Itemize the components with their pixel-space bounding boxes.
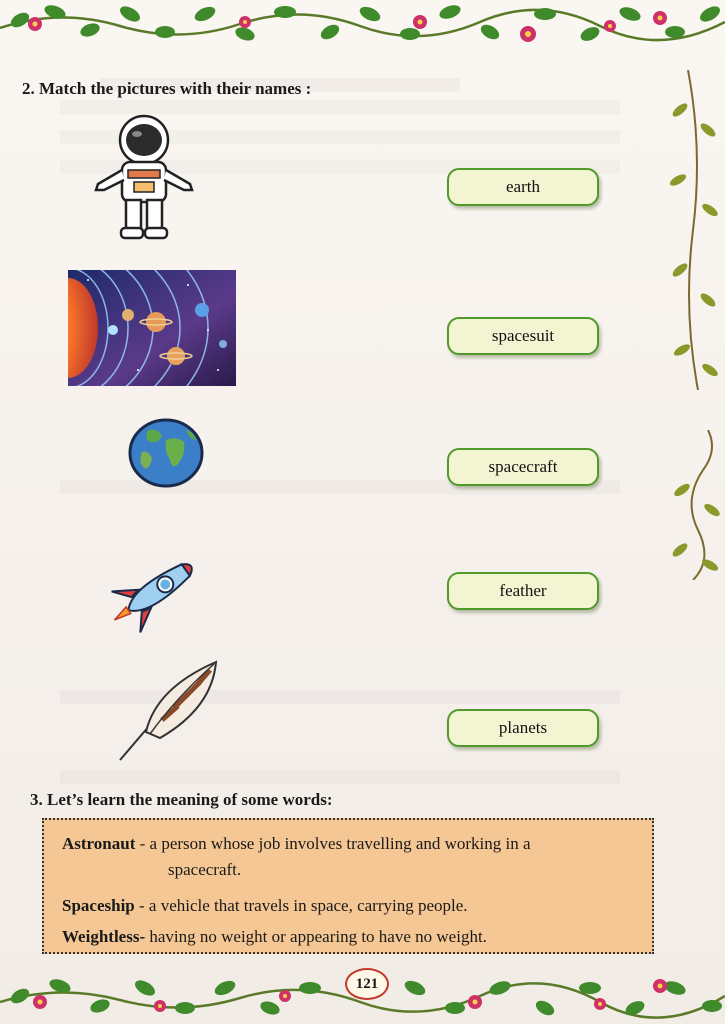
vocab-definition-continued: spacecraft. [168,860,242,879]
page-number: 121 [345,968,389,1000]
vocab-item-astronaut [62,834,531,854]
word-box-earth[interactable]: earth [447,168,599,206]
side-vine-icon [668,70,725,390]
side-vine-icon [668,430,725,580]
vocab-definition: a person whose job involves travelling and working in a [149,834,531,853]
feather-picture [116,658,224,764]
vocab-separator: - [135,834,150,853]
vocabulary-box [42,818,654,954]
vocab-item-weightless [62,927,487,947]
vocab-term: Weightless- [62,927,146,946]
word-box-planets[interactable]: planets [447,709,599,747]
bleed-through [60,770,620,784]
vocab-term: Spaceship [62,896,135,915]
question-3-heading: 3. Let’s learn the meaning of some words: [30,790,333,809]
astronaut-picture [90,112,198,242]
vocab-definition: a vehicle that travels in space, carrying people. [148,896,468,915]
word-box-feather[interactable]: feather [447,572,599,610]
earth-picture [128,418,204,488]
vocab-term: Astronaut [62,834,136,853]
vocab-separator: - [134,896,149,915]
vocab-item-spaceship [62,896,468,916]
top-vine-border [0,0,725,60]
word-box-spacesuit[interactable]: spacesuit [447,317,599,355]
question-2-heading: 2. Match the pictures with their names : [22,79,312,98]
vocab-definition: having no weight or appearing to have no weight. [149,927,487,946]
word-box-spacecraft[interactable]: spacecraft [447,448,599,486]
rocket-picture [98,546,208,640]
solar-system-picture [68,270,236,386]
